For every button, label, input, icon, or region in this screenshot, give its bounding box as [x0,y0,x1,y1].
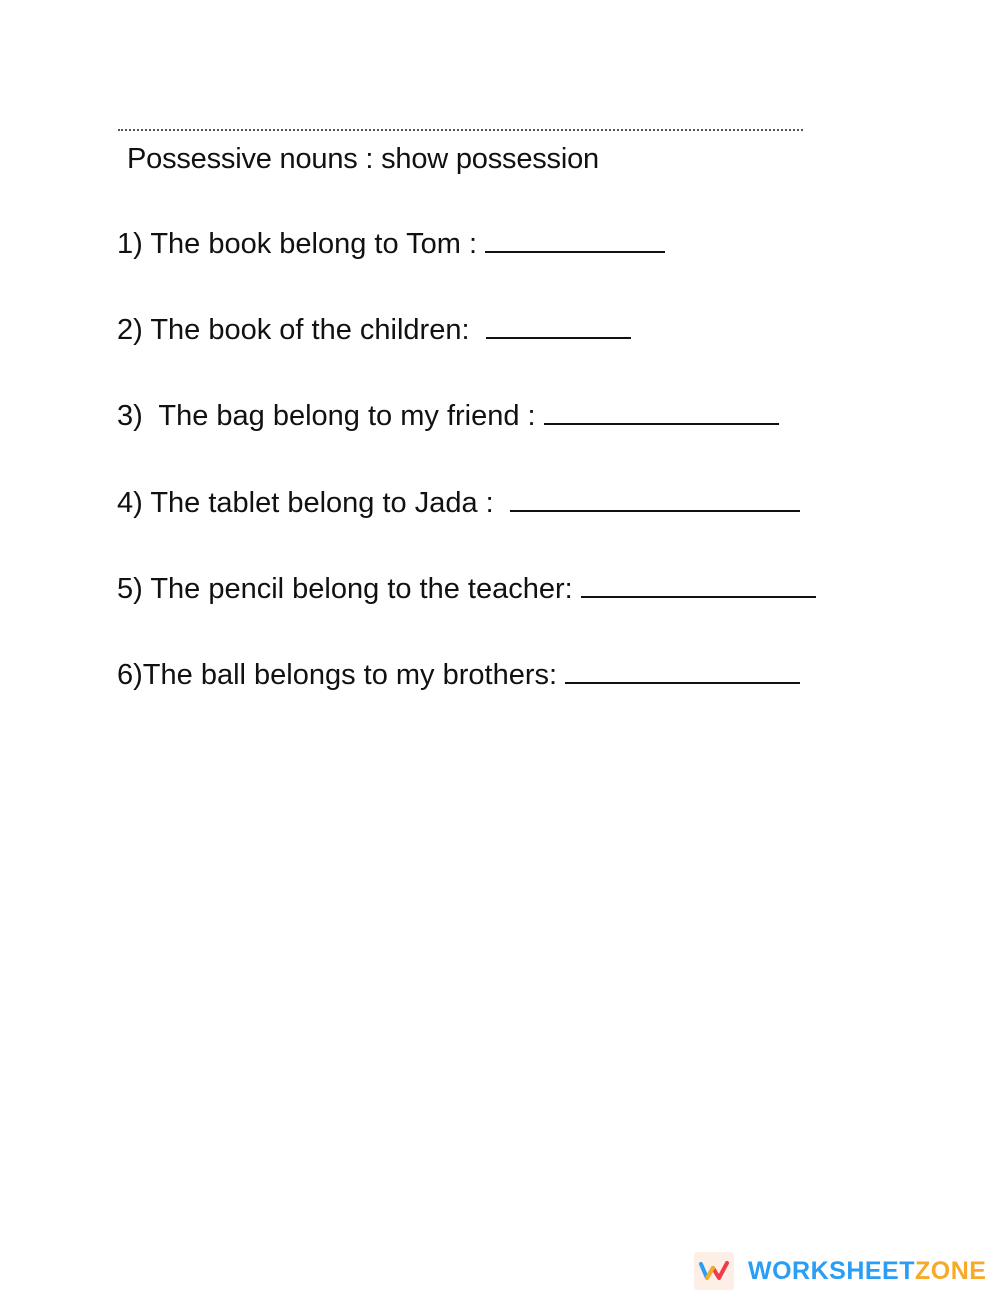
question-label: 1) The book belong to Tom : [117,228,478,260]
brand-name [748,1257,986,1286]
dotted-divider [118,129,803,131]
brand-name-part1: WORKSHEET [748,1256,915,1285]
question-label: 2) The book of the children: [117,314,478,346]
answer-blank-3[interactable] [544,401,779,425]
worksheet-title: Possessive nouns : show possession [127,143,599,175]
question-label: 6)The ball belongs to my brothers: [117,659,558,691]
question-label: 3) The bag belong to my friend : [117,400,536,432]
question-6 [117,659,800,692]
answer-blank-5[interactable] [581,574,816,598]
question-1 [117,228,665,261]
answer-blank-6[interactable] [565,660,800,684]
question-label: 4) The tablet belong to Jada : [117,487,502,519]
w-logo-icon [694,1252,734,1290]
worksheetzone-logo [694,1252,986,1290]
answer-blank-1[interactable] [485,229,665,253]
question-2 [117,314,631,347]
brand-name-part2: ZONE [915,1256,987,1285]
question-5 [117,573,816,606]
question-label: 5) The pencil belong to the teacher: [117,573,573,605]
question-3 [117,400,779,433]
answer-blank-4[interactable] [510,488,800,512]
answer-blank-2[interactable] [486,315,631,339]
question-4 [117,487,800,520]
